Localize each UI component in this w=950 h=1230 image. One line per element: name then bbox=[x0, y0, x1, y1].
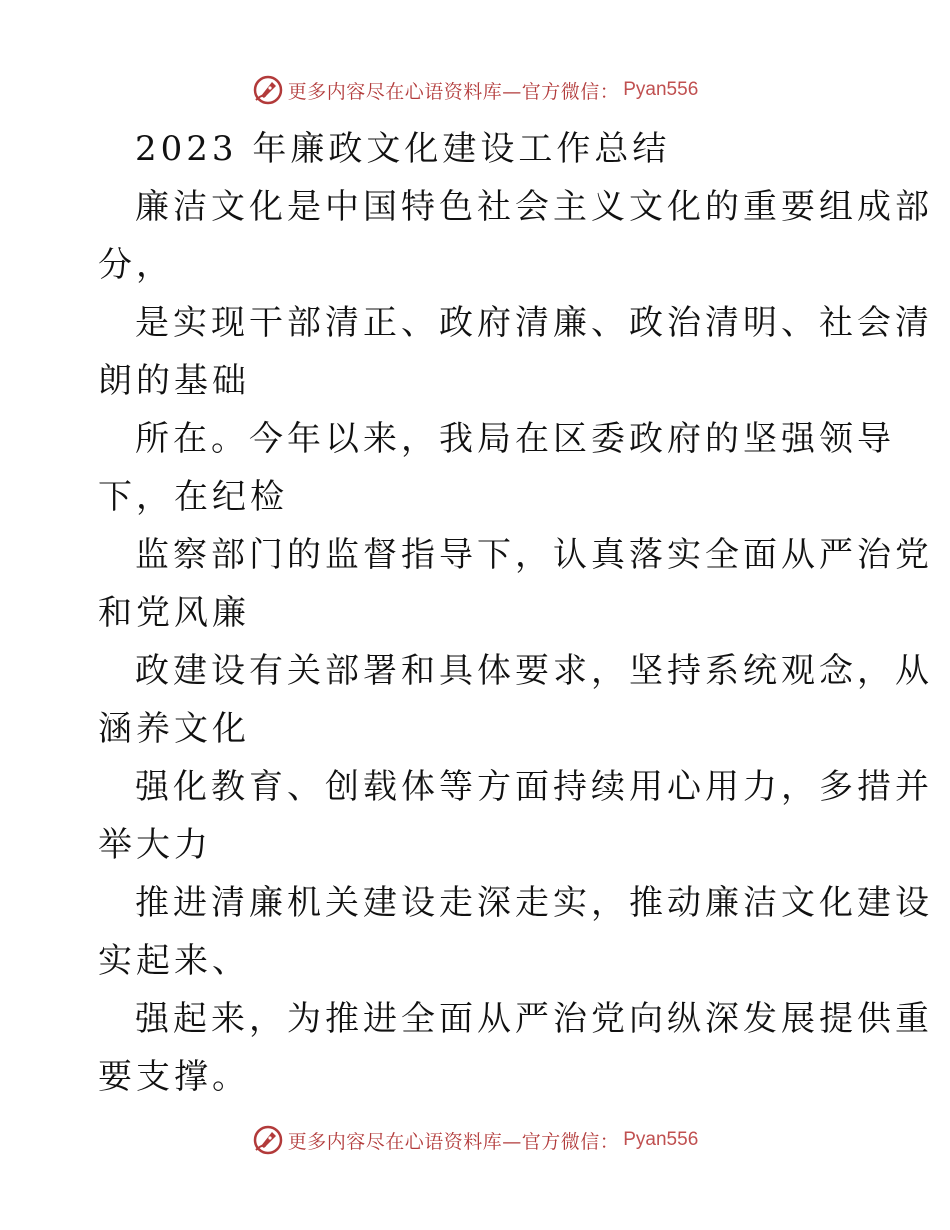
text-line: 分， bbox=[98, 245, 174, 285]
text-line: 廉洁文化是中国特色社会主义文化的重要组成部 bbox=[135, 187, 933, 227]
text-line: 要支撑。 bbox=[98, 1057, 250, 1097]
pen-nib-logo-icon bbox=[252, 74, 284, 106]
text-line: 涵养文化 bbox=[98, 709, 250, 749]
text-line: 强起来，为推进全面从严治党向纵深发展提供重 bbox=[135, 999, 933, 1039]
footer-banner-text: 更多内容尽在心语资料库—官方微信： bbox=[287, 1130, 620, 1153]
text-line: 是实现干部清正、政府清廉、政治清明、社会清 bbox=[135, 303, 933, 343]
footer-banner-wechat-id: Pyan556 bbox=[623, 1129, 699, 1150]
footer-banner bbox=[0, 1120, 950, 1160]
text-line: 所在。今年以来，我局在区委政府的坚强领导 bbox=[135, 419, 895, 459]
document-title: 2023 年廉政文化建设工作总结 bbox=[135, 129, 671, 169]
text-line: 强化教育、创载体等方面持续用心用力，多措并 bbox=[135, 767, 933, 807]
footer-banner-content bbox=[252, 1124, 699, 1156]
text-line: 监察部门的监督指导下，认真落实全面从严治党 bbox=[135, 535, 933, 575]
document-body bbox=[98, 120, 933, 1106]
text-line: 实起来、 bbox=[98, 941, 250, 981]
text-line: 朗的基础 bbox=[98, 361, 250, 401]
header-banner bbox=[0, 70, 950, 110]
text-line: 举大力 bbox=[98, 825, 212, 865]
text-line: 推进清廉机关建设走深走实，推动廉洁文化建设 bbox=[135, 883, 933, 923]
text-line: 下，在纪检 bbox=[98, 477, 288, 517]
header-banner-wechat-id: Pyan556 bbox=[623, 79, 699, 100]
text-line: 和党风廉 bbox=[98, 593, 250, 633]
pen-nib-logo-icon bbox=[252, 1124, 284, 1156]
header-banner-content bbox=[252, 74, 699, 106]
text-line: 政建设有关部署和具体要求，坚持系统观念，从 bbox=[135, 651, 933, 691]
header-banner-text: 更多内容尽在心语资料库—官方微信： bbox=[287, 80, 620, 103]
